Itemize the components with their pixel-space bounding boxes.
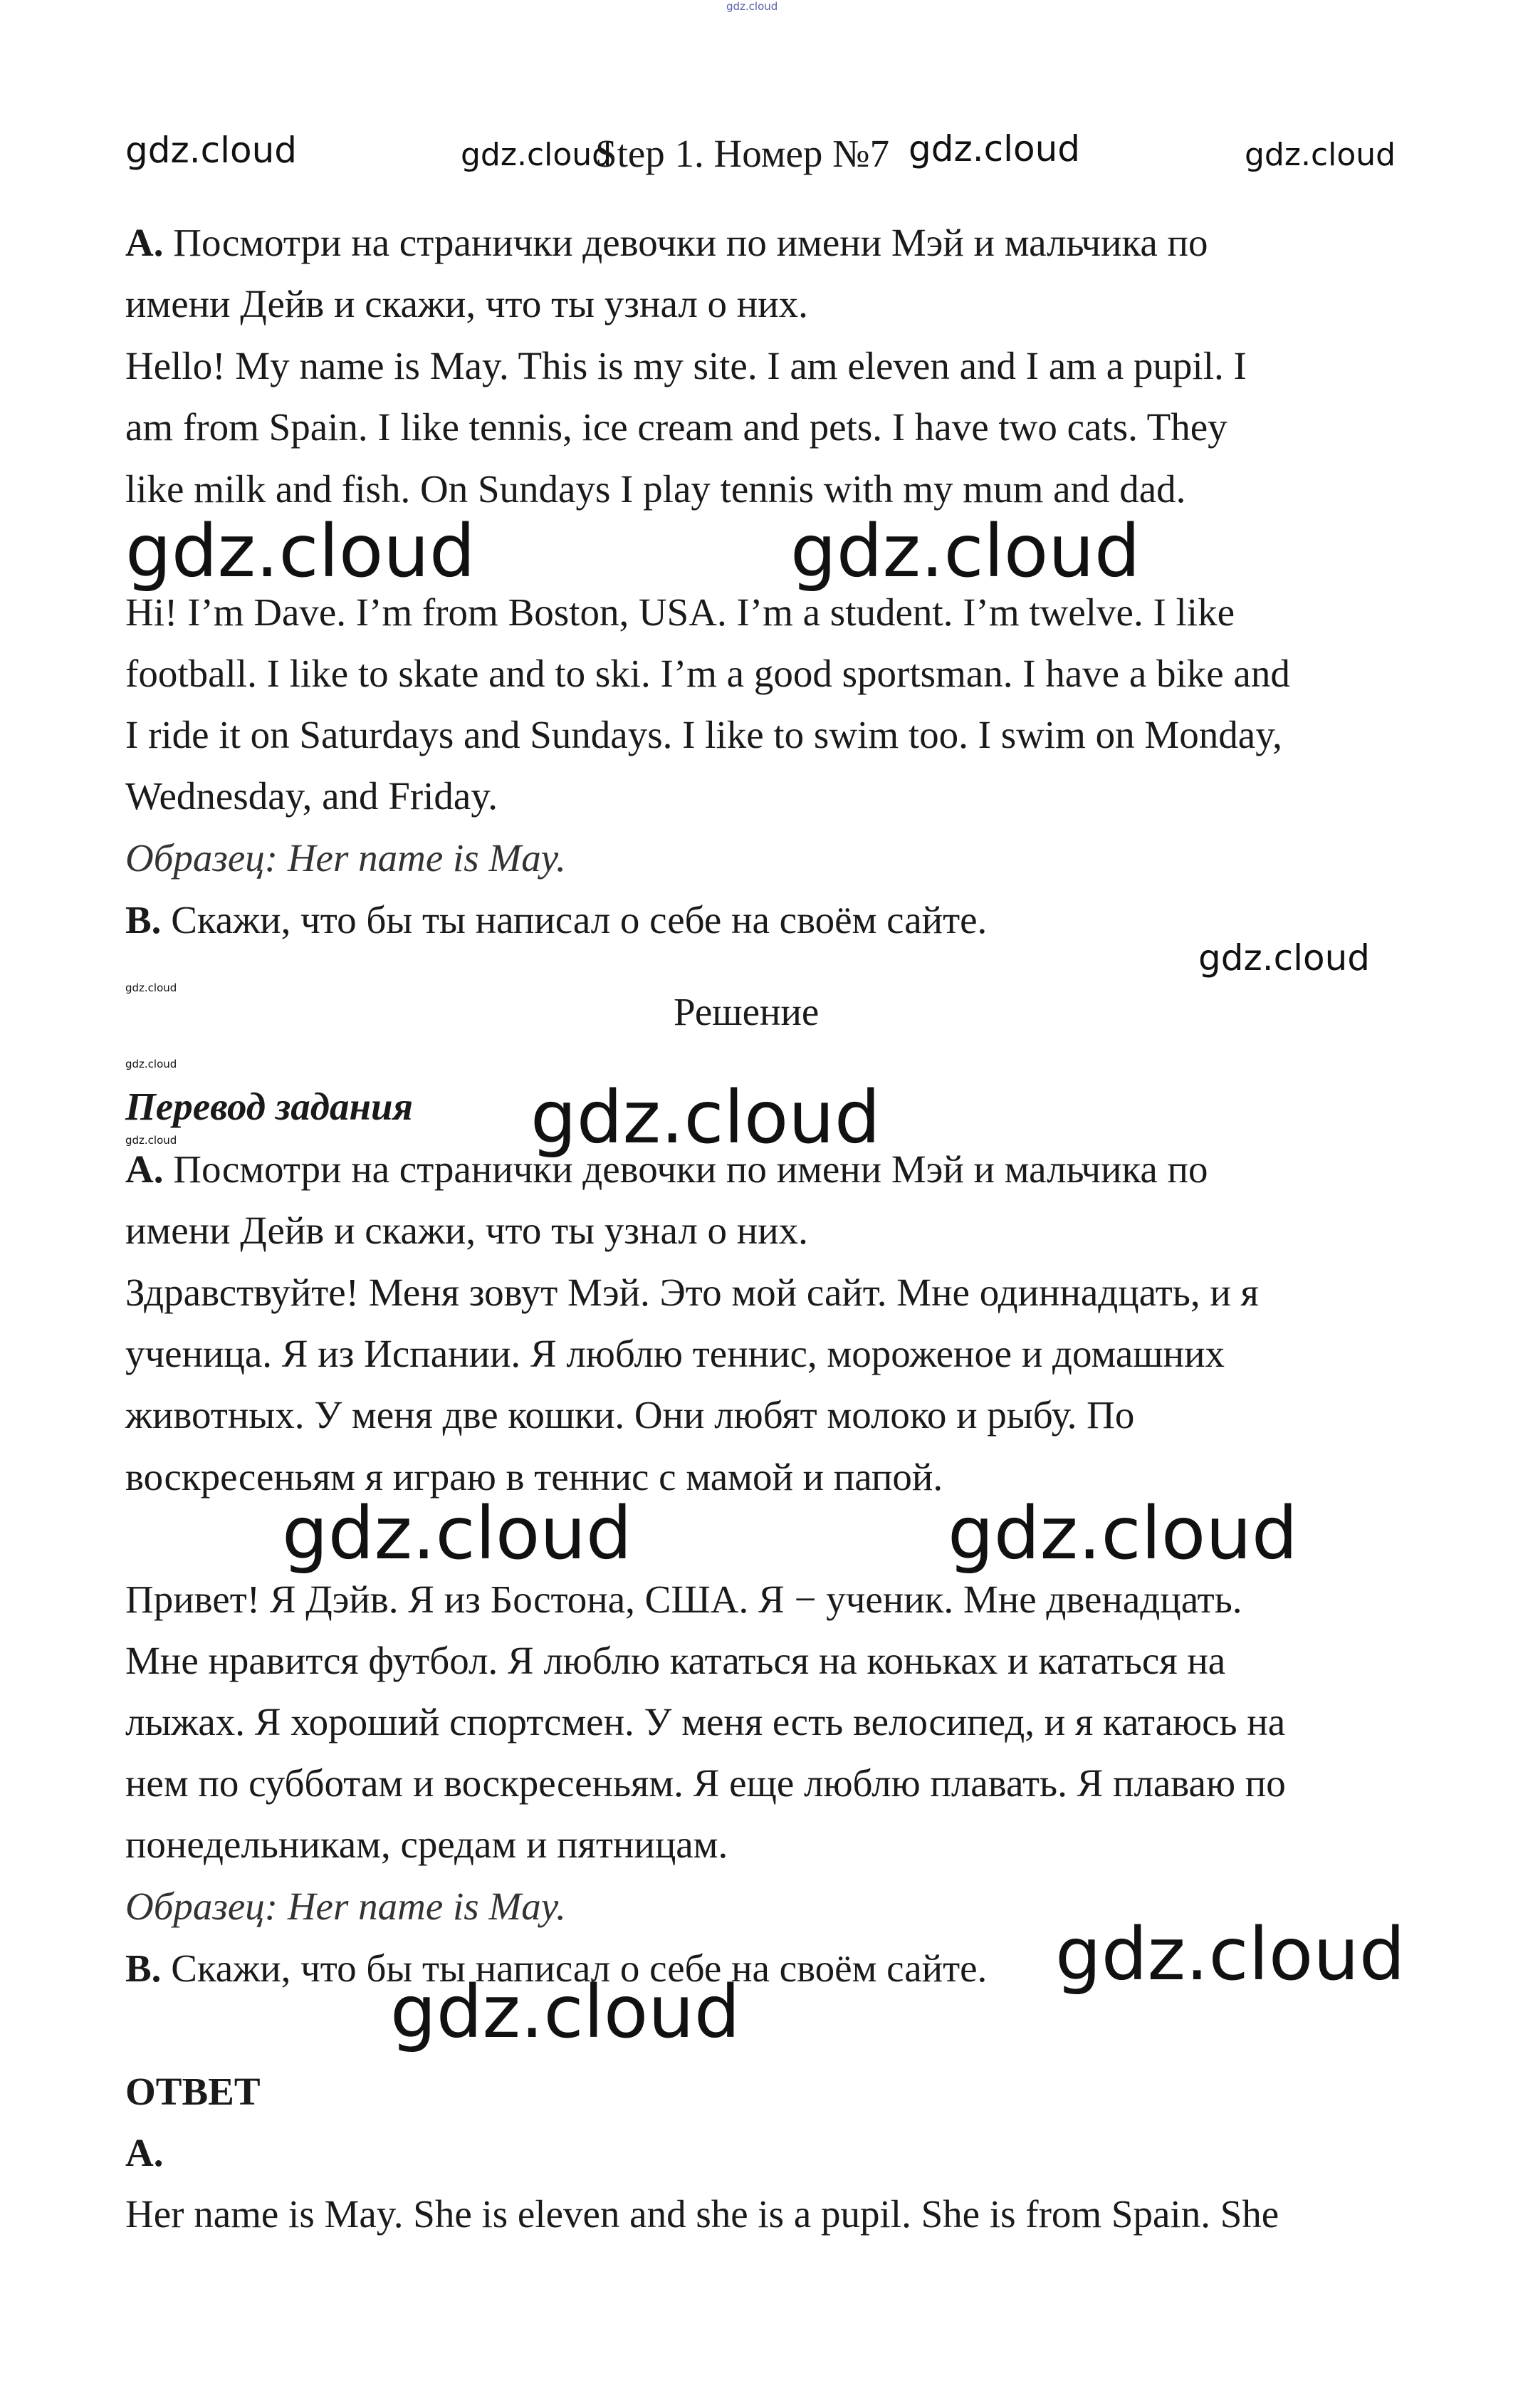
answer-line: Her name is May. She is eleven and she is a pupil. She is from Spain. She xyxy=(125,2192,1279,2236)
task-a-line-1 xyxy=(125,223,1208,262)
watermark-large: gdz.cloud xyxy=(1055,1912,1406,1997)
task-a-text: Посмотри на странички девочки по имени Мэй и мальчика по xyxy=(163,221,1208,264)
watermark-small: gdz.cloud xyxy=(125,1058,177,1070)
dave-translation-line: понедельникам, средам и пятницам. xyxy=(125,1823,728,1866)
may-translation-line: ученица. Я из Испании. Я люблю теннис, мороженое и домашних xyxy=(125,1332,1225,1375)
dave-text-line: football. I like to skate and to ski. I’m a good sportsman. I have a bike and xyxy=(125,652,1290,695)
watermark-header-after-title: gdz.cloud xyxy=(909,128,1081,170)
solution-a-label: А. xyxy=(125,1147,164,1191)
watermark-header-left: gdz.cloud xyxy=(125,130,298,171)
task-b-line xyxy=(125,898,988,942)
may-text-line: Hello! My name is May. This is my site. I am eleven and I am a pupil. I xyxy=(125,344,1247,387)
dave-text-line: Hi! I’m Dave. I’m from Boston, USA. I’m a student. I’m twelve. I like xyxy=(125,590,1235,634)
watermark-top: gdz.cloud xyxy=(726,0,778,13)
watermark-large: gdz.cloud xyxy=(125,509,476,594)
may-translation-line: животных. У меня две кошки. Они любят молоко и рыбу. По xyxy=(125,1393,1135,1437)
dave-text-line: I ride it on Saturdays and Sundays. I like to swim too. I swim on Monday, xyxy=(125,713,1282,756)
watermark-large: gdz.cloud xyxy=(390,1970,740,2055)
task-a-line-2: имени Дейв и скажи, что ты узнал о них. xyxy=(125,282,808,325)
solution-a-line-2: имени Дейв и скажи, что ты узнал о них. xyxy=(125,1209,808,1252)
watermark-large: gdz.cloud xyxy=(790,509,1141,594)
task-sample: Образец: Her name is May. xyxy=(125,836,566,880)
dave-translation-line: лыжах. Я хороший спортсмен. У меня есть велосипед, и я катаюсь на xyxy=(125,1700,1286,1744)
task-b-label: В. xyxy=(125,898,162,942)
may-translation-line: воскресеньям я играю в теннис с мамой и папой. xyxy=(125,1455,943,1499)
dave-translation-line: нем по субботам и воскресеньям. Я еще люблю плавать. Я плаваю по xyxy=(125,1761,1286,1805)
watermark-large: gdz.cloud xyxy=(948,1491,1298,1576)
solution-heading: Решение xyxy=(674,990,820,1033)
may-text-line: am from Spain. I like tennis, ice cream and pets. I have two cats. They xyxy=(125,405,1228,449)
solution-a-text: Посмотри на странички девочки по имени Мэй и мальчика по xyxy=(163,1147,1208,1191)
solution-a-line-1 xyxy=(125,1147,1208,1191)
watermark-small: gdz.cloud xyxy=(125,1134,177,1147)
dave-translation-line: Привет! Я Дэйв. Я из Бостона, США. Я − ученик. Мне двенадцать. xyxy=(125,1578,1242,1621)
watermark-large: gdz.cloud xyxy=(530,1075,881,1160)
may-text-line: like milk and fish. On Sundays I play tennis with my mum and dad. xyxy=(125,467,1186,511)
watermark-right: gdz.cloud xyxy=(1198,937,1371,979)
translation-heading: Перевод задания xyxy=(125,1085,413,1128)
answer-heading: ОТВЕТ xyxy=(125,2070,261,2113)
answer-a-label: А. xyxy=(125,2131,164,2174)
solution-b-text: Скажи, что бы ты написал о себе на своём сайте. xyxy=(161,1946,988,1990)
task-b-text: Скажи, что бы ты написал о себе на своём сайте. xyxy=(161,898,988,942)
page-title: Step 1. Номер №7 xyxy=(595,132,890,175)
dave-text-line: Wednesday, and Friday. xyxy=(125,774,498,818)
dave-translation-line: Мне нравится футбол. Я люблю кататься на коньках и кататься на xyxy=(125,1639,1226,1682)
watermark-header-right: gdz.cloud xyxy=(1245,137,1396,173)
may-translation-line: Здравствуйте! Меня зовут Мэй. Это мой сайт. Мне одиннадцать, и я xyxy=(125,1271,1259,1314)
solution-b-label: В. xyxy=(125,1946,162,1990)
watermark-large: gdz.cloud xyxy=(282,1491,632,1576)
solution-sample: Образец: Her name is May. xyxy=(125,1885,566,1928)
watermark-small: gdz.cloud xyxy=(125,981,177,994)
watermark-header-mid: gdz.cloud xyxy=(461,137,612,173)
task-a-label: А. xyxy=(125,221,164,264)
